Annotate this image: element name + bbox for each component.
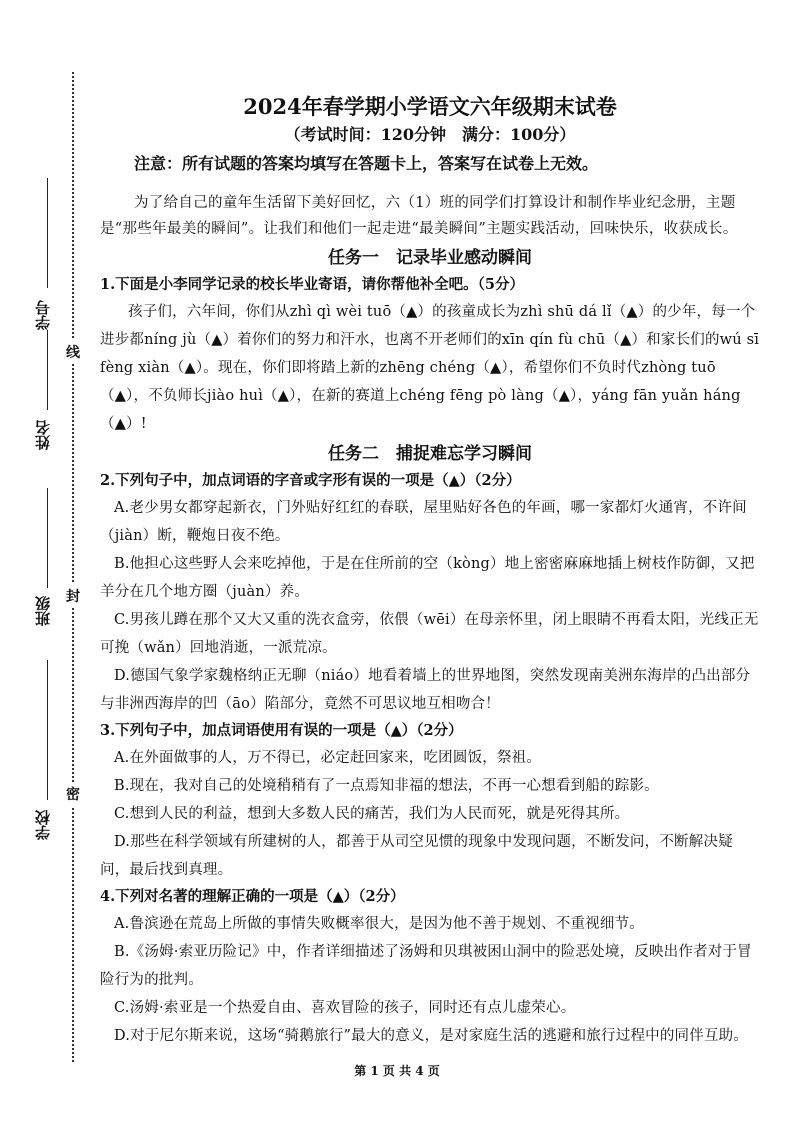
field-line-name	[47, 330, 48, 410]
exam-notice: 注意：所有试题的答案均填写在答题卡上，答案写在试卷上无效。	[134, 154, 599, 173]
exam-subtitle: （考试时间：120分钟 满分：100分）	[284, 125, 576, 144]
question-4-option-d: D.对于尼尔斯来说，这场“骑鹅旅行”最大的意义，是对家庭生活的逃避和旅行过程中的同伴互助。	[114, 1028, 749, 1044]
question-4-option-b: B.《汤姆·索亚历险记》中，作者详细描述了汤姆和贝琪被困山洞中的险恶处境，反映出作者对于冒险行为的批判。	[100, 944, 752, 988]
exam-content	[100, 92, 760, 1050]
question-2-option-b: B.他担心这些野人会来吃掉他，于是在住所前的空（kòng）地上密密麻麻地插上树枝作防御，又把羊分在几个地方圈（juàn）养。	[100, 556, 755, 600]
question-4-option-a: A.鲁滨逊在荒岛上所做的事情失败概率很大，是因为他不善于规划、不重视细节。	[114, 916, 644, 932]
field-line-class	[47, 488, 48, 588]
seal-mark-seal: 封	[66, 584, 80, 608]
field-label-student-id: 学号	[34, 300, 52, 330]
page-footer: 第 1 页 共 4 页	[354, 1064, 440, 1078]
question-2-stem: 2.下列句子中，加点词语的字音或字形有误的一项是（▲）（2分）	[100, 472, 521, 489]
question-3-option-c: C.想到人民的利益，想到大多数人民的痛苦，我们为人民而死，就是死得其所。	[114, 806, 630, 822]
seal-line	[72, 72, 74, 1062]
intro-paragraph: 为了给自己的童年生活留下美好回忆，六（1）班的同学们打算设计和制作毕业纪念册，主题是“那些年最美的瞬间”。让我们和他们一起走进“最美瞬间”主题实践活动，回味快乐，收获成长。	[100, 195, 738, 237]
question-2-option-d: D.德国气象学家魏格纳正无聊（niáo）地看着墙上的世界地图，突然发现南美洲东海岸的凸出部分与非洲西海岸的凹（āo）陷部分，竟然不可思议地互相吻合！	[100, 668, 751, 712]
field-label-class: 班级	[34, 596, 52, 626]
exam-title: 2024年春学期小学语文六年级期末试卷	[243, 94, 617, 119]
task1-title: 任务一 记录毕业感动瞬间	[328, 248, 532, 268]
field-label-name: 姓名	[34, 420, 52, 450]
field-label-school: 学校	[34, 810, 52, 840]
question-2-option-a: A.老少男女都穿起新衣，门外贴好红红的春联，屋里贴好各色的年画，哪一家都灯火通宵，不许间（jiàn）断，鞭炮日夜不绝。	[100, 500, 747, 544]
binding-margin	[0, 0, 100, 1124]
task2-title: 任务二 捕捉难忘学习瞬间	[328, 444, 532, 464]
field-line-student-id	[47, 178, 48, 288]
question-1-stem: 1.下面是小李同学记录的校长毕业寄语，请你帮他补全吧。（5分）	[100, 276, 524, 293]
question-3-option-d: D.那些在科学领域有所建树的人，都善于从司空见惯的现象中发现问题，不断发问，不断解决疑问，最后找到真理。	[100, 834, 733, 878]
question-2-option-c: C.男孩儿蹲在那个又大又重的洗衣盒旁，依偎（wēi）在母亲怀里，闭上眼睛不再看太阳，光线正无可挽（wǎn）回地消逝，一派荒凉。	[100, 612, 759, 656]
question-3-stem: 3.下列句子中，加点词语使用有误的一项是（▲）（2分）	[100, 722, 463, 739]
field-line-school	[47, 660, 48, 800]
question-4-stem: 4.下列对名著的理解正确的一项是（▲）（2分）	[100, 888, 405, 905]
question-4-option-c: C.汤姆·索亚是一个热爱自由、喜欢冒险的孩子，同时还有点儿虚荣心。	[114, 1000, 576, 1016]
question-3-option-b: B.现在，我对自己的处境稍稍有了一点焉知非福的想法，不再一心想看到船的踪影。	[114, 778, 659, 794]
question-1-text: 孩子们，六年间，你们从zhì qì wèi tuō（▲）的孩童成长为zhì shū dá lǐ（▲）的少年，每一个进步都níng jù（▲）着你们的努力和汗水，也离不开老师们的xīn qín fù chū（▲）和家长们的wú sī fèng xiàn（▲）。现在，你们即将踏上新的zhēng chéng（▲），希望你们不负时代zhòng tuō（▲），不负师长jiào huì（▲），在新的赛道上chéng fēng pò làng（▲），yáng fān yuǎn háng（▲）!	[100, 304, 760, 432]
question-3-option-a: A.在外面做事的人，万不得已，必定赶回家来，吃团圆饭，祭祖。	[114, 750, 542, 766]
seal-mark-secret: 密	[66, 782, 80, 806]
seal-mark-line: 线	[66, 340, 80, 364]
